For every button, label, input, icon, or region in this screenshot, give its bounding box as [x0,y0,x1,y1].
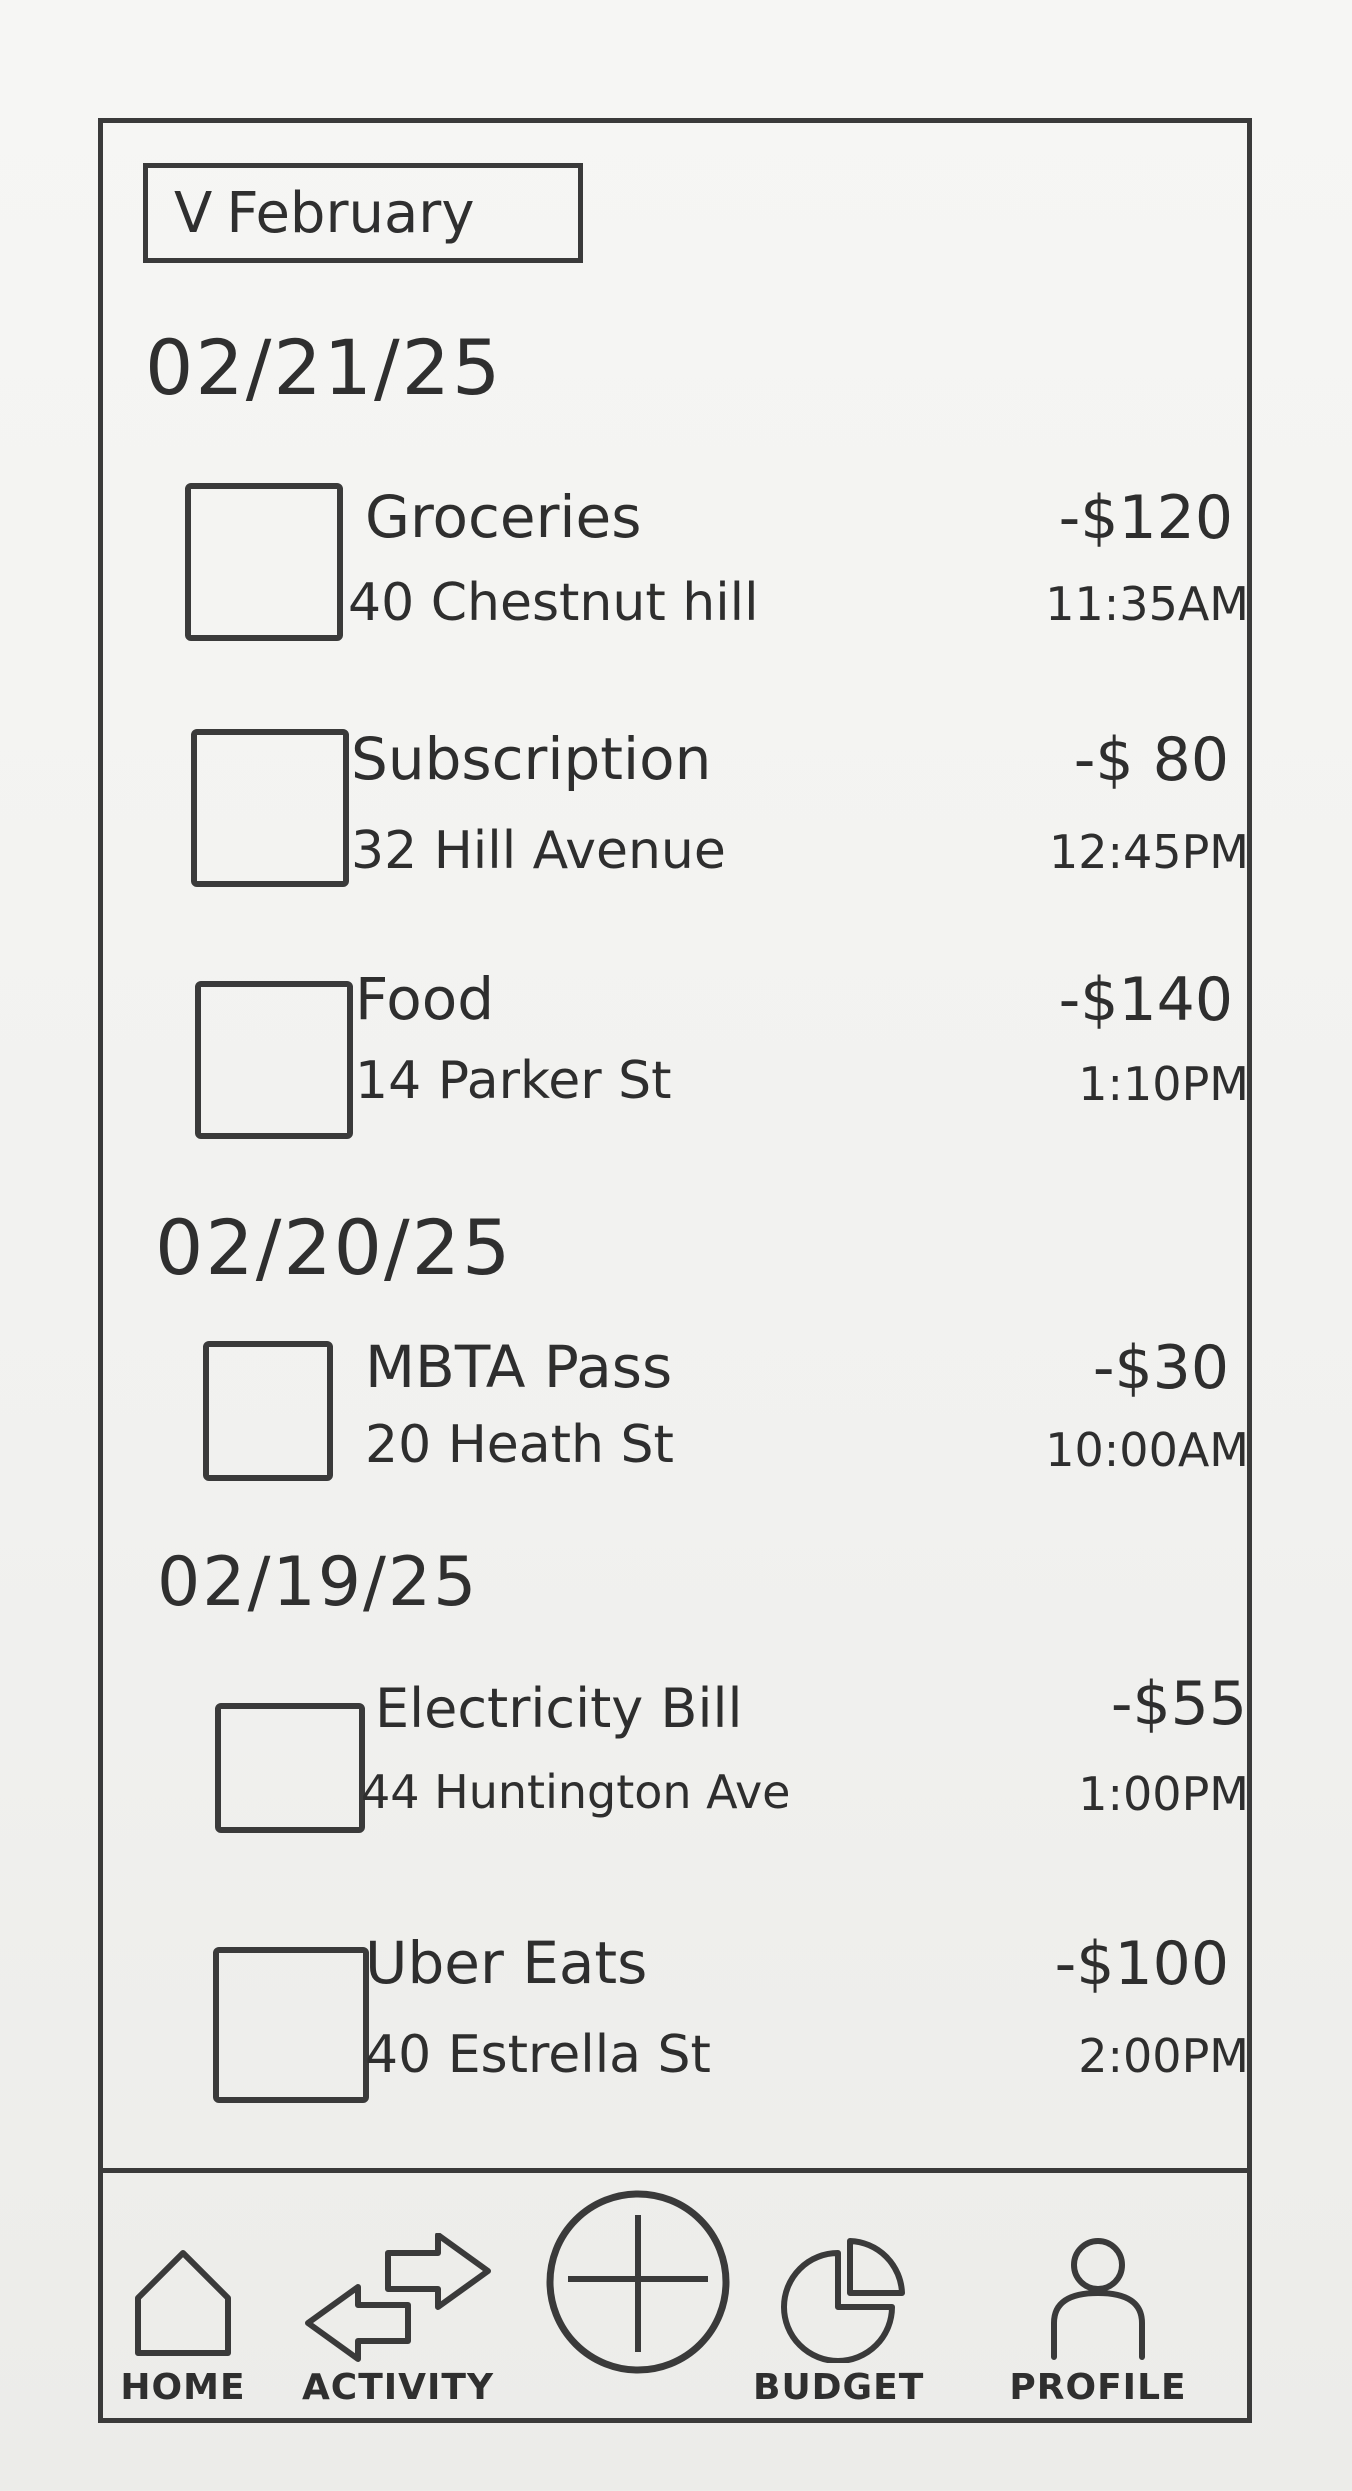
transaction-title: Subscription [351,725,712,793]
transaction-title: Uber Eats [365,1929,648,1997]
transaction-time: 1:10PM [1078,1057,1249,1111]
arrows-exchange-icon [298,2233,498,2363]
pie-chart-icon [768,2233,908,2363]
nav-activity-label: ACTIVITY [301,2367,495,2408]
transaction-address: 20 Heath St [365,1415,674,1475]
transaction-title: Food [355,965,495,1033]
month-label: February [226,180,475,246]
nav-budget[interactable] [753,2233,923,2408]
person-icon [1038,2233,1158,2363]
nav-profile[interactable] [993,2233,1203,2408]
transaction-thumbnail [191,729,349,887]
transaction-thumbnail [203,1341,333,1481]
bottom-nav-bar [103,2168,1247,2418]
transaction-thumbnail [185,483,343,641]
month-dropdown[interactable] [143,163,583,263]
transaction-title: MBTA Pass [365,1333,673,1401]
transaction-time: 1:00PM [1078,1767,1249,1821]
transaction-row[interactable] [103,483,1253,653]
nav-profile-label: PROFILE [1009,2367,1187,2408]
transaction-row[interactable] [103,1929,1253,2117]
transaction-row[interactable] [103,725,1253,899]
transaction-amount: -$100 [1054,1929,1229,1999]
nav-activity[interactable] [283,2233,513,2408]
transaction-thumbnail [195,981,353,1139]
transaction-thumbnail [213,1947,369,2103]
chevron-down-icon: V [174,180,213,246]
transaction-time: 11:35AM [1045,577,1249,631]
phone-frame [98,118,1252,2423]
nav-home-label: HOME [120,2367,246,2408]
transaction-amount: -$55 [1110,1669,1247,1739]
transaction-amount: -$ 80 [1073,725,1229,795]
home-icon [128,2243,238,2363]
add-transaction-button[interactable] [543,2187,733,2377]
date-header: 02/20/25 [155,1203,513,1292]
transaction-amount: -$120 [1058,483,1233,553]
transaction-thumbnail [215,1703,365,1833]
transaction-title: Groceries [365,483,642,551]
transaction-address: 40 Estrella St [365,2025,711,2085]
transaction-amount: -$30 [1092,1333,1229,1403]
transaction-row[interactable] [103,1669,1253,1851]
transaction-address: 44 Huntington Ave [361,1765,791,1819]
transaction-row[interactable] [103,1333,1253,1511]
transaction-address: 14 Parker St [355,1051,672,1111]
plus-circle-icon [543,2187,733,2377]
transaction-time: 12:45PM [1049,825,1249,879]
date-header: 02/21/25 [145,323,503,412]
transaction-time: 2:00PM [1078,2029,1249,2083]
transaction-title: Electricity Bill [375,1677,743,1740]
transaction-amount: -$140 [1058,965,1233,1035]
transaction-address: 32 Hill Avenue [351,821,726,881]
date-header: 02/19/25 [157,1543,479,1622]
nav-budget-label: BUDGET [753,2367,925,2408]
transaction-address: 40 Chestnut hill [348,573,759,633]
nav-home[interactable] [113,2243,253,2408]
transaction-time: 10:00AM [1045,1423,1249,1477]
transaction-row[interactable] [103,965,1253,1151]
